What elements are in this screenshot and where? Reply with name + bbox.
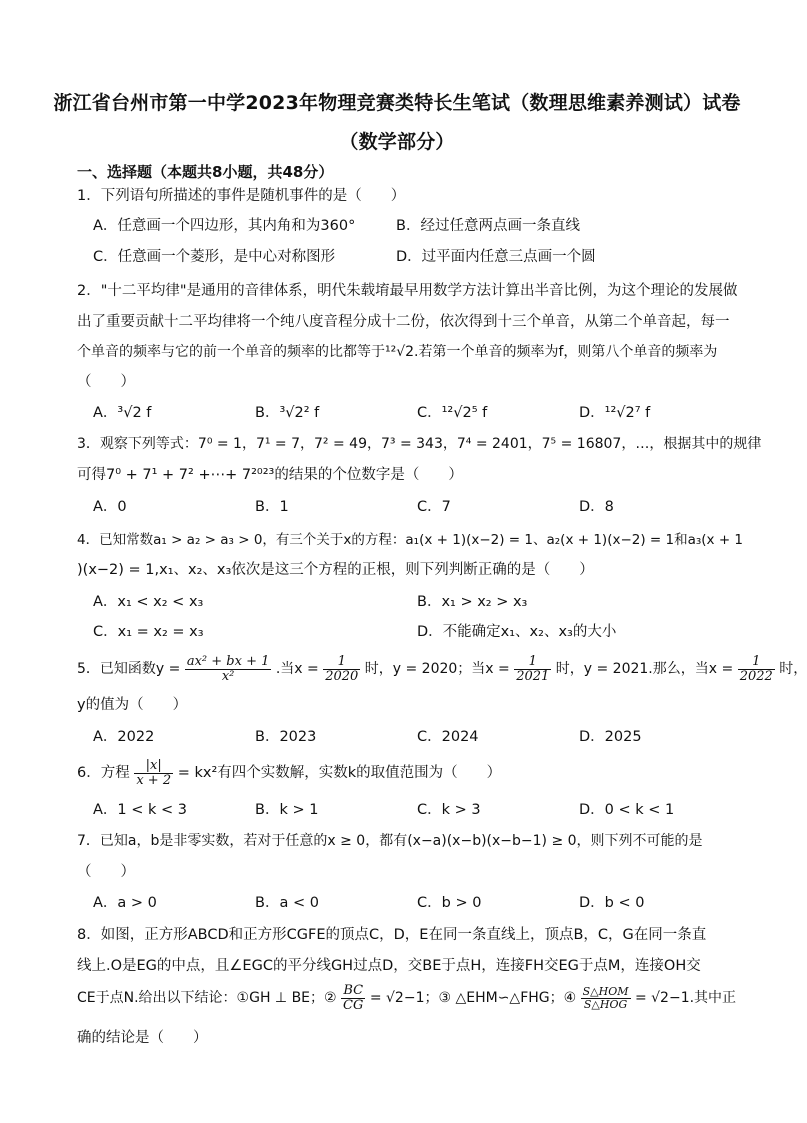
q3-option-c: C．7: [417, 499, 451, 515]
q3-option-a: A．0: [93, 499, 127, 515]
q3-line-1: 3．观察下列等式：7⁰ = 1，7¹ = 7，7² = 49，7³ = 343，7⁴ = 2401，7⁵ = 16807，…，根据其中的规律: [77, 436, 762, 452]
q8-fraction-area-ratio: [581, 986, 631, 1010]
q2-line-3: 个单音的频率与它的前一个单音的频率的比都等于¹²√2.若第一个单音的频率为f，则第八个单音的频率为: [77, 344, 718, 360]
q5-x1-denominator: 2020: [325, 668, 359, 684]
q2-line-2: 出了重要贡献十二平均律将一个纯八度音程分成十二份，依次得到十三个单音，从第二个单音起，每一: [77, 314, 730, 330]
q8-fraction2-denominator: S△HOG: [583, 997, 628, 1011]
q5-text-mid3: 时，y = 2021.那么，当x =: [555, 661, 734, 677]
q8-fraction2-numerator: S△HOM: [582, 984, 629, 998]
q5-function-numerator: ax² + bx + 1: [186, 653, 270, 669]
q5-function-fraction: [185, 655, 272, 683]
q7-option-a: A．a > 0: [93, 895, 157, 911]
q8-text-mid: = √2−1；③ △EHM∽△FHG；④: [369, 990, 577, 1006]
q8-line-4: 确的结论是（ ）: [77, 1030, 208, 1046]
q4-line-2: )(x−2) = 1,x₁、x₂、x₃依次是这三个方程的正根，则下列判断正确的是（ ）: [77, 562, 594, 578]
q5-x2-denominator: 2021: [516, 668, 550, 684]
q1-option-a: A．任意画一个四边形，其内角和为360°: [93, 218, 356, 234]
q5-line-1: [77, 652, 807, 686]
q3-option-d: D．8: [579, 499, 614, 515]
q2-option-d: D．¹²√2⁷ f: [579, 405, 651, 421]
q2-line-4: （ ）: [77, 374, 135, 390]
q1-option-b: B．经过任意两点画一条直线: [396, 218, 580, 234]
q6-text-pre: 6．方程: [77, 765, 130, 781]
q3-option-b: B．1: [255, 499, 289, 515]
q5-option-d: D．2025: [579, 729, 642, 745]
q8-fraction-bc-cg: [341, 984, 365, 1012]
q4-option-d: D．不能确定x₁、x₂、x₃的大小: [417, 624, 617, 640]
q5-text-mid2: 时，y = 2020；当x =: [364, 661, 510, 677]
q1-option-c: C．任意画一个菱形，是中心对称图形: [93, 249, 336, 265]
q2-option-b: B．³√2² f: [255, 405, 320, 421]
q6-denominator: x + 2: [136, 772, 172, 788]
q5-text-post: 时，: [779, 661, 807, 677]
q6-line-1: [77, 756, 501, 790]
q5-x1-numerator: 1: [323, 655, 360, 670]
q5-line-2: y的值为（ ）: [77, 697, 188, 713]
q6-text-post: = kx²有四个实数解，实数k的取值范围为（ ）: [177, 765, 502, 781]
q5-option-a: A．2022: [93, 729, 155, 745]
q4-option-a: A．x₁ < x₂ < x₃: [93, 594, 204, 610]
q4-option-b: B．x₁ > x₂ > x₃: [417, 594, 528, 610]
q7-line-1: 7．已知a，b是非零实数，若对于任意的x ≥ 0，都有(x−a)(x−b)(x−b−1) ≥ 0，则下列不可能的是: [77, 833, 703, 849]
q7-option-c: C．b > 0: [417, 895, 482, 911]
q1-stem: 1．下列语句所描述的事件是随机事件的是（ ）: [77, 188, 406, 204]
q6-option-d: D．0 < k < 1: [579, 802, 675, 818]
q8-line-2: 线上.O是EG的中点，且∠EGC的平分线GH过点D，交BE于点H，连接FH交EG于点M，连接OH交: [77, 958, 701, 974]
q5-text-pre: 5．已知函数y =: [77, 661, 181, 677]
q5-x2-numerator: 1: [514, 655, 551, 670]
q7-option-d: D．b < 0: [579, 895, 645, 911]
q6-fraction: [134, 759, 173, 787]
q6-option-c: C．k > 3: [417, 802, 481, 818]
q2-option-c: C．¹²√2⁵ f: [417, 405, 488, 421]
q5-x3-denominator: 2022: [739, 668, 773, 684]
q8-text-post: = √2−1.其中正: [634, 990, 737, 1006]
q4-option-c: C．x₁ = x₂ = x₃: [93, 624, 204, 640]
q5-option-b: B．2023: [255, 729, 317, 745]
q8-line-3: [77, 980, 736, 1016]
q6-option-b: B．k > 1: [255, 802, 319, 818]
q8-text-pre: CE于点N.给出以下结论：①GH ⊥ BE；②: [77, 990, 337, 1006]
q2-option-a: A．³√2 f: [93, 405, 152, 421]
q8-fraction1-denominator: CG: [343, 997, 364, 1013]
q2-line-1: 2．"十二平均律"是通用的音律体系，明代朱载堉最早用数学方法计算出半音比例，为这个理论的发展做: [77, 283, 738, 299]
q3-line-2: 可得7⁰ + 7¹ + 7² +⋯+ 7²⁰²³的结果的个位数字是（ ）: [77, 467, 463, 483]
q8-fraction1-numerator: BC: [341, 984, 365, 999]
q5-x1-fraction: [323, 655, 360, 683]
q5-x3-numerator: 1: [738, 655, 775, 670]
q6-option-a: A．1 < k < 3: [93, 802, 188, 818]
q8-line-1: 8．如图，正方形ABCD和正方形CGFE的顶点C，D，E在同一条直线上，顶点B，C，G在同一条直: [77, 927, 707, 943]
q7-option-b: B．a < 0: [255, 895, 319, 911]
q5-x3-fraction: [738, 655, 775, 683]
exam-subtitle: （数学部分）: [339, 131, 455, 153]
exam-title: 浙江省台州市第一中学2023年物理竞赛类特长生笔试（数理思维素养测试）试卷: [53, 92, 741, 114]
q5-option-c: C．2024: [417, 729, 479, 745]
q7-line-2: （ ）: [77, 864, 135, 880]
q5-function-denominator: x²: [221, 668, 235, 684]
q1-option-d: D．过平面内任意三点画一个圆: [396, 249, 596, 265]
q4-line-1: 4．已知常数a₁ > a₂ > a₃ > 0，有三个关于x的方程：a₁(x + 1)(x−2) = 1、a₂(x + 1)(x−2) = 1和a₃(x + 1: [77, 532, 744, 548]
q5-x2-fraction: [514, 655, 551, 683]
q6-numerator: |x|: [134, 759, 173, 774]
q5-text-mid1: .当x =: [275, 661, 319, 677]
section-heading: 一、选择题（本题共8小题，共48分）: [77, 163, 334, 181]
